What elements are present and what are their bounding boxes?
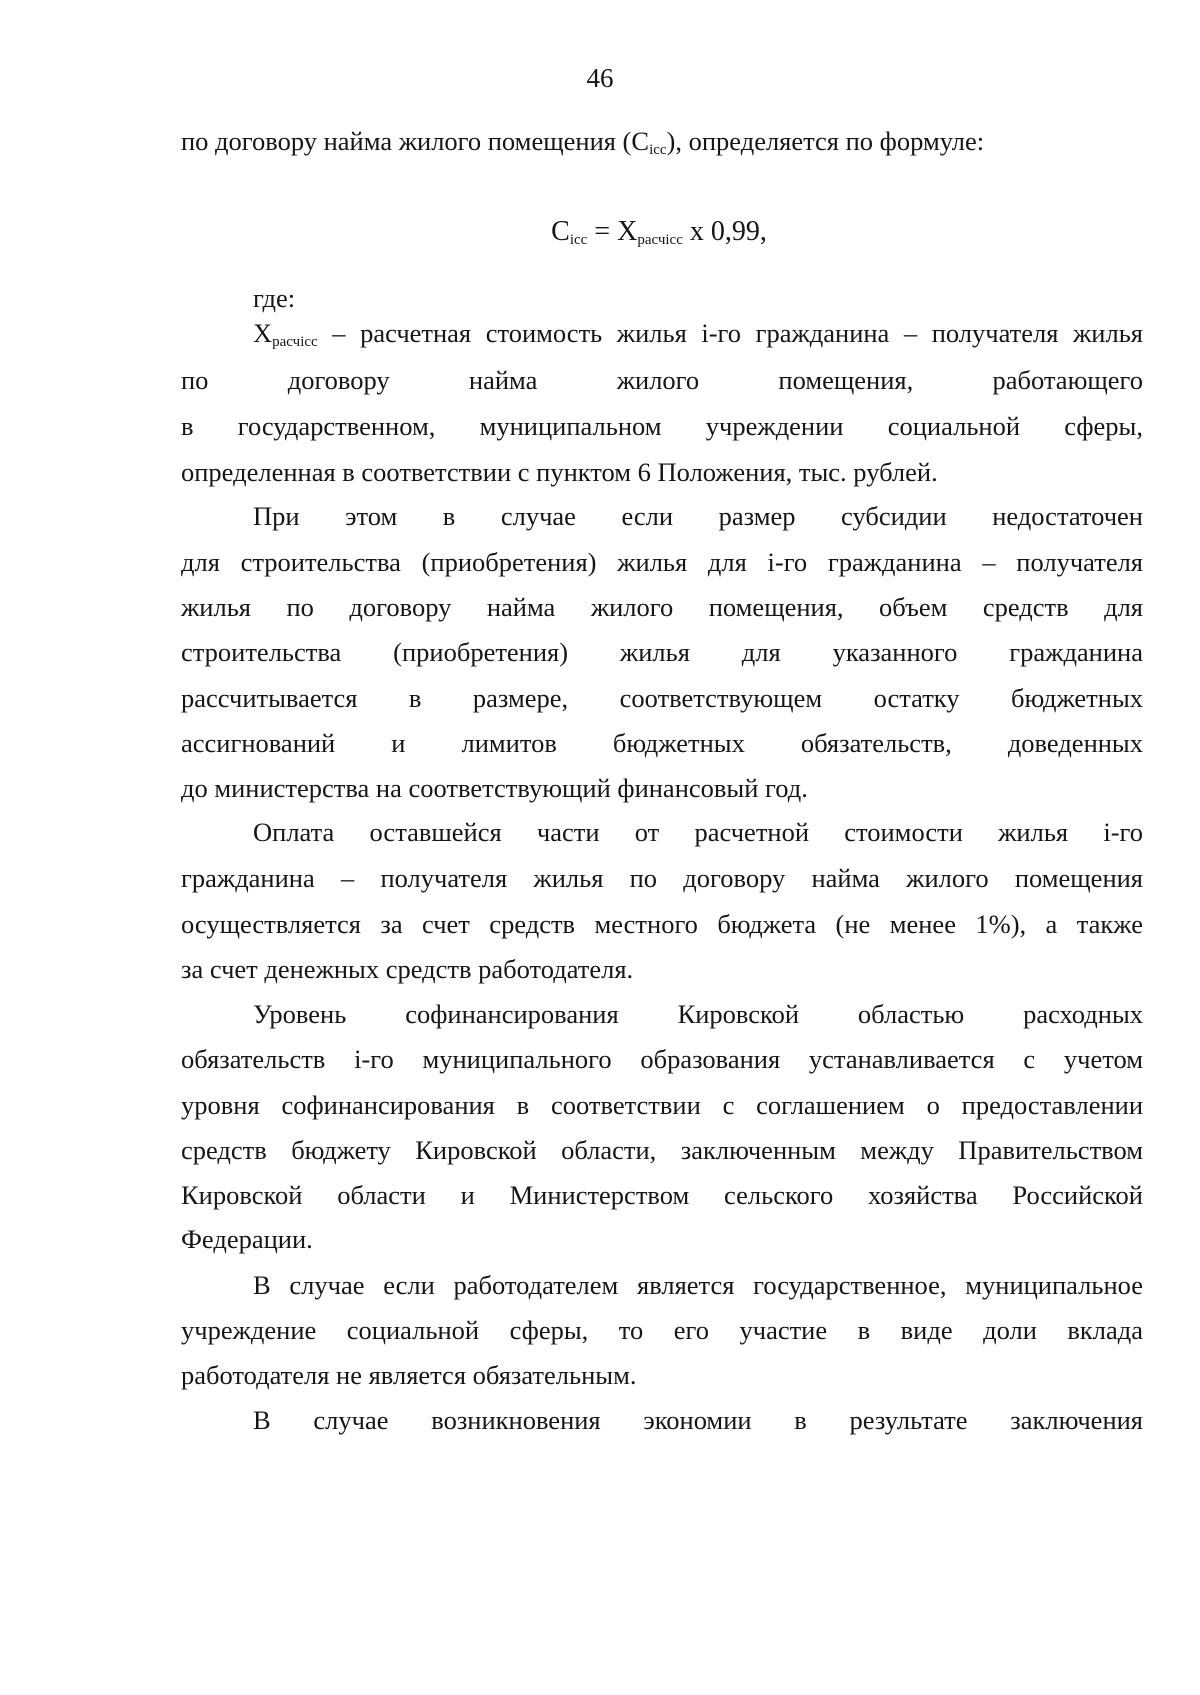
page-number: 46 <box>586 63 614 93</box>
text-line: для строительства (приобретения) жилья для i-го гражданина – получателя <box>181 547 1143 577</box>
text-line: При этом в случае если размер субсидии недостаточен <box>253 501 1143 531</box>
text-line: В случае возникновения экономии в результате заключения <box>253 1405 1143 1435</box>
formula <box>0 212 1200 252</box>
text-line <box>181 121 1143 161</box>
text-line: работодателя не является обязательным. <box>181 1360 637 1390</box>
formula-rhs: х 0,99, <box>682 216 767 247</box>
text-line: до министерства на соответствующий финансовый год. <box>181 773 808 803</box>
text-line: Оплата оставшейся части от расчетной стоимости жилья i-го <box>253 817 1143 847</box>
text-line: рассчитывается в размере, соответствующем остатку бюджетных <box>181 683 1143 713</box>
text-line: осуществляется за счет средств местного бюджета (не менее 1%), а также <box>181 909 1143 939</box>
text-line: В случае если работодателем является государственное, муниципальное <box>253 1270 1143 1300</box>
text-line: определенная в соответствии с пунктом 6 Положения, тыс. рублей. <box>181 457 938 487</box>
text-line: Уровень софинансирования Кировской областью расходных <box>253 999 1143 1029</box>
subscript: icc <box>569 232 588 248</box>
text-line: уровня софинансирования в соответствии с соглашением о предоставлении <box>181 1090 1143 1120</box>
formula-eq: = Х <box>587 216 638 247</box>
subscript: расчicc <box>272 334 318 350</box>
text-line: в государственном, муниципальном учреждении социальной сферы, <box>181 411 1143 441</box>
text-line: обязательств i-го муниципального образования устанавливается с учетом <box>181 1044 1143 1074</box>
text-span: – расчетная стоимость жилья i-го гражданина – получателя жилья <box>317 318 1143 348</box>
text-line: по договору найма жилого помещения, работающего <box>181 365 1143 395</box>
text-line: гражданина – получателя жилья по договору найма жилого помещения <box>181 863 1143 893</box>
text-span: ), определяется по формуле: <box>666 126 985 156</box>
subscript: icc <box>649 142 667 158</box>
text-line <box>253 313 1143 353</box>
text-line: жилья по договору найма жилого помещения, объем средств для <box>181 592 1143 622</box>
text-span: Х <box>253 318 273 348</box>
subscript: расчicc <box>637 232 683 248</box>
text-line: учреждение социальной сферы, то его участие в виде доли вклада <box>181 1315 1143 1345</box>
text-line: где: <box>253 283 296 313</box>
text-line: ассигнований и лимитов бюджетных обязательств, доведенных <box>181 728 1143 758</box>
text-line: строительства (приобретения) жилья для указанного гражданина <box>181 637 1143 667</box>
text-line: средств бюджету Кировской области, заключенным между Правительством <box>181 1135 1143 1165</box>
text-line: Кировской области и Министерством сельского хозяйства Российской <box>181 1180 1143 1210</box>
formula-lhs: С <box>551 216 570 247</box>
text-line: за счет денежных средств работодателя. <box>181 954 634 984</box>
text-line: Федерации. <box>181 1224 313 1254</box>
text-span: по договору найма жилого помещения (С <box>181 126 650 156</box>
